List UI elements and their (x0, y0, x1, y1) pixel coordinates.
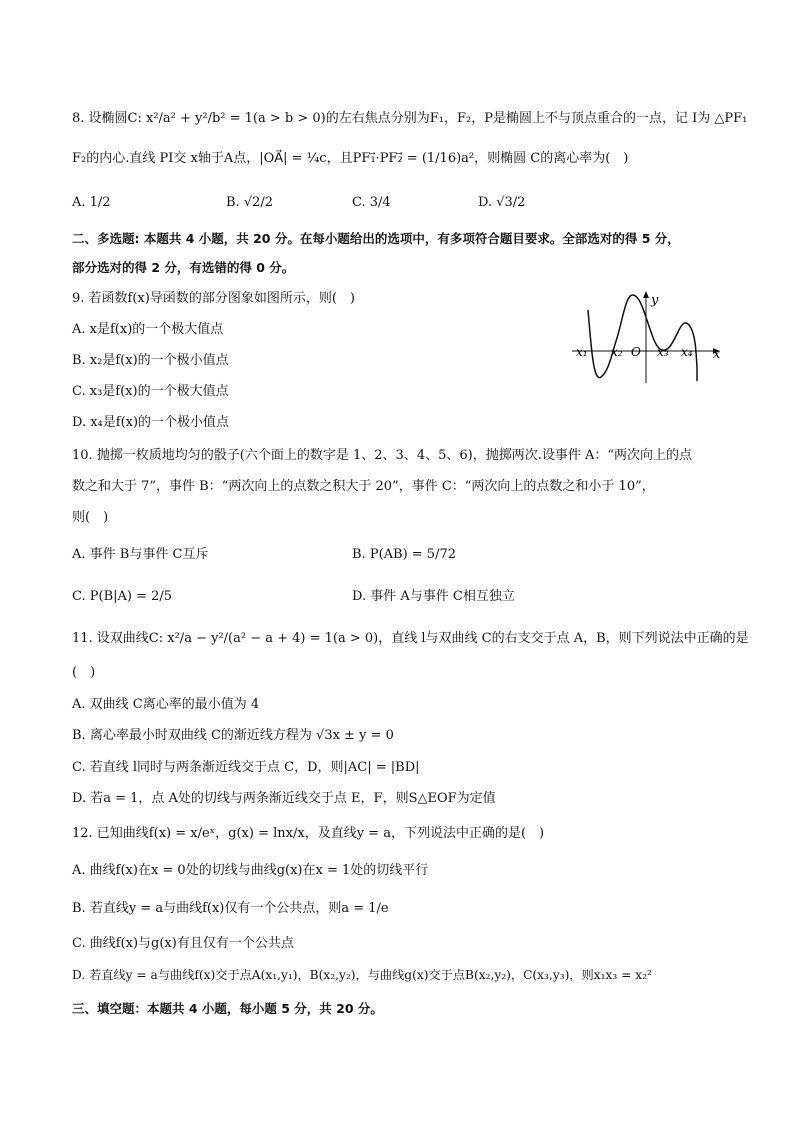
q11-line1: 11. 设双曲线C: x²/a − y²/(a² − a + 4) = 1(a > 0)，直线 l与双曲线 C的右支交于点 A，B，则下列说法中正确的是 (72, 631, 749, 646)
q10-line2: 数之和大于 7”，事件 B：“两次向上的点数之积大于 20”，事件 C：“两次向上的点数之和小于 10”， (72, 479, 655, 494)
q9-option-b: B. x₂是f(x)的一个极小值点 (72, 353, 229, 368)
section2-heading-line1: 二、多选题: 本题共 4 小题，共 20 分。在每小题给出的选项中，有多项符合题目要求。全部选对的得 5 分， (72, 231, 680, 246)
q9-option-c: C. x₃是f(x)的一个极大值点 (72, 384, 229, 399)
label-x3: x₃ (657, 345, 669, 359)
q11-option-a: A. 双曲线 C离心率的最小值为 4 (72, 697, 260, 712)
q12-option-b: B. 若直线y = a与曲线f(x)仅有一个公共点，则a = 1/e (72, 901, 389, 916)
label-x-axis: x (713, 347, 721, 362)
q12-stem: 12. 已知曲线f(x) = x/eˣ，g(x) = lnx/x，及直线y = a，下列说法中正确的是( ) (72, 826, 545, 841)
q11-line2: ( ) (72, 665, 96, 680)
q8-option-d: D. √3/2 (478, 195, 526, 210)
q9-stem: 9. 若函数f(x)导函数的部分图象如图所示，则( ) (72, 291, 355, 306)
label-x2: x₂ (611, 345, 623, 359)
q9-option-a: A. x是f(x)的一个极大值点 (72, 322, 224, 337)
q12-option-d: D. 若直线y = a与曲线f(x)交于点A(x₁,y₁)，B(x₂,y₂)，与曲线g(x)交于点B(x₂,y₂)，C(x₃,y₃)，则x₁x₃ = x₂² (72, 968, 652, 982)
q10-option-c: C. P(B|A) = 2/5 (72, 589, 173, 604)
q11-option-c: C. 若直线 l同时与两条渐近线交于点 C，D，则|AC| = |BD| (72, 760, 420, 775)
q8-line2: F₂的内心.直线 PI交 x轴于A点，|OA⃗| = ¼c，且PF₁⃗·PF₂⃗ = (1/16)a²，则椭圆 C的离心率为( ) (72, 151, 629, 166)
y-axis-arrow (643, 291, 649, 298)
q10-line1: 10. 抛掷一枚质地均匀的骰子(六个面上的数字是 1、2、3、4、5、6)，抛掷两次.设事件 A：“两次向上的点 (72, 448, 693, 463)
label-y-axis: y (651, 293, 659, 308)
label-x1: x₁ (576, 345, 588, 359)
q11-option-d: D. 若a = 1，点 A处的切线与两条渐近线交于点 E，F，则S△EOF为定值 (72, 791, 496, 806)
q11-option-b: B. 离心率最小时双曲线 C的渐近线方程为 √3x ± y = 0 (72, 728, 394, 743)
q10-option-a: A. 事件 B与事件 C互斥 (72, 547, 209, 562)
q10-option-b: B. P(AB) = 5/72 (352, 547, 456, 562)
section2-heading-line2: 部分选对的得 2 分，有选错的得 0 分。 (72, 260, 295, 275)
q8-option-a: A. 1/2 (72, 195, 111, 210)
derivative-curve (588, 295, 697, 381)
section3-heading: 三、填空题：本题共 4 小题，每小题 5 分，共 20 分。 (72, 1001, 383, 1016)
label-x4: x₄ (681, 345, 693, 359)
label-origin: O (631, 345, 641, 359)
q9-derivative-graph (568, 288, 728, 388)
q10-line3: 则( ) (72, 510, 109, 525)
q12-option-a: A. 曲线f(x)在x = 0处的切线与曲线g(x)在x = 1处的切线平行 (72, 863, 429, 878)
q8-option-c: C. 3/4 (352, 195, 391, 210)
q8-option-b: B. √2/2 (226, 195, 274, 210)
q8-line1: 8. 设椭圆C: x²/a² + y²/b² = 1(a > b > 0)的左右焦点分别为F₁，F₂，P是椭圆上不与顶点重合的一点，记 I为 △PF₁ (72, 111, 748, 126)
q9-option-d: D. x₄是f(x)的一个极小值点 (72, 415, 230, 430)
q12-option-c: C. 曲线f(x)与g(x)有且仅有一个公共点 (72, 936, 294, 951)
q10-option-d: D. 事件 A与事件 C相互独立 (352, 589, 515, 604)
